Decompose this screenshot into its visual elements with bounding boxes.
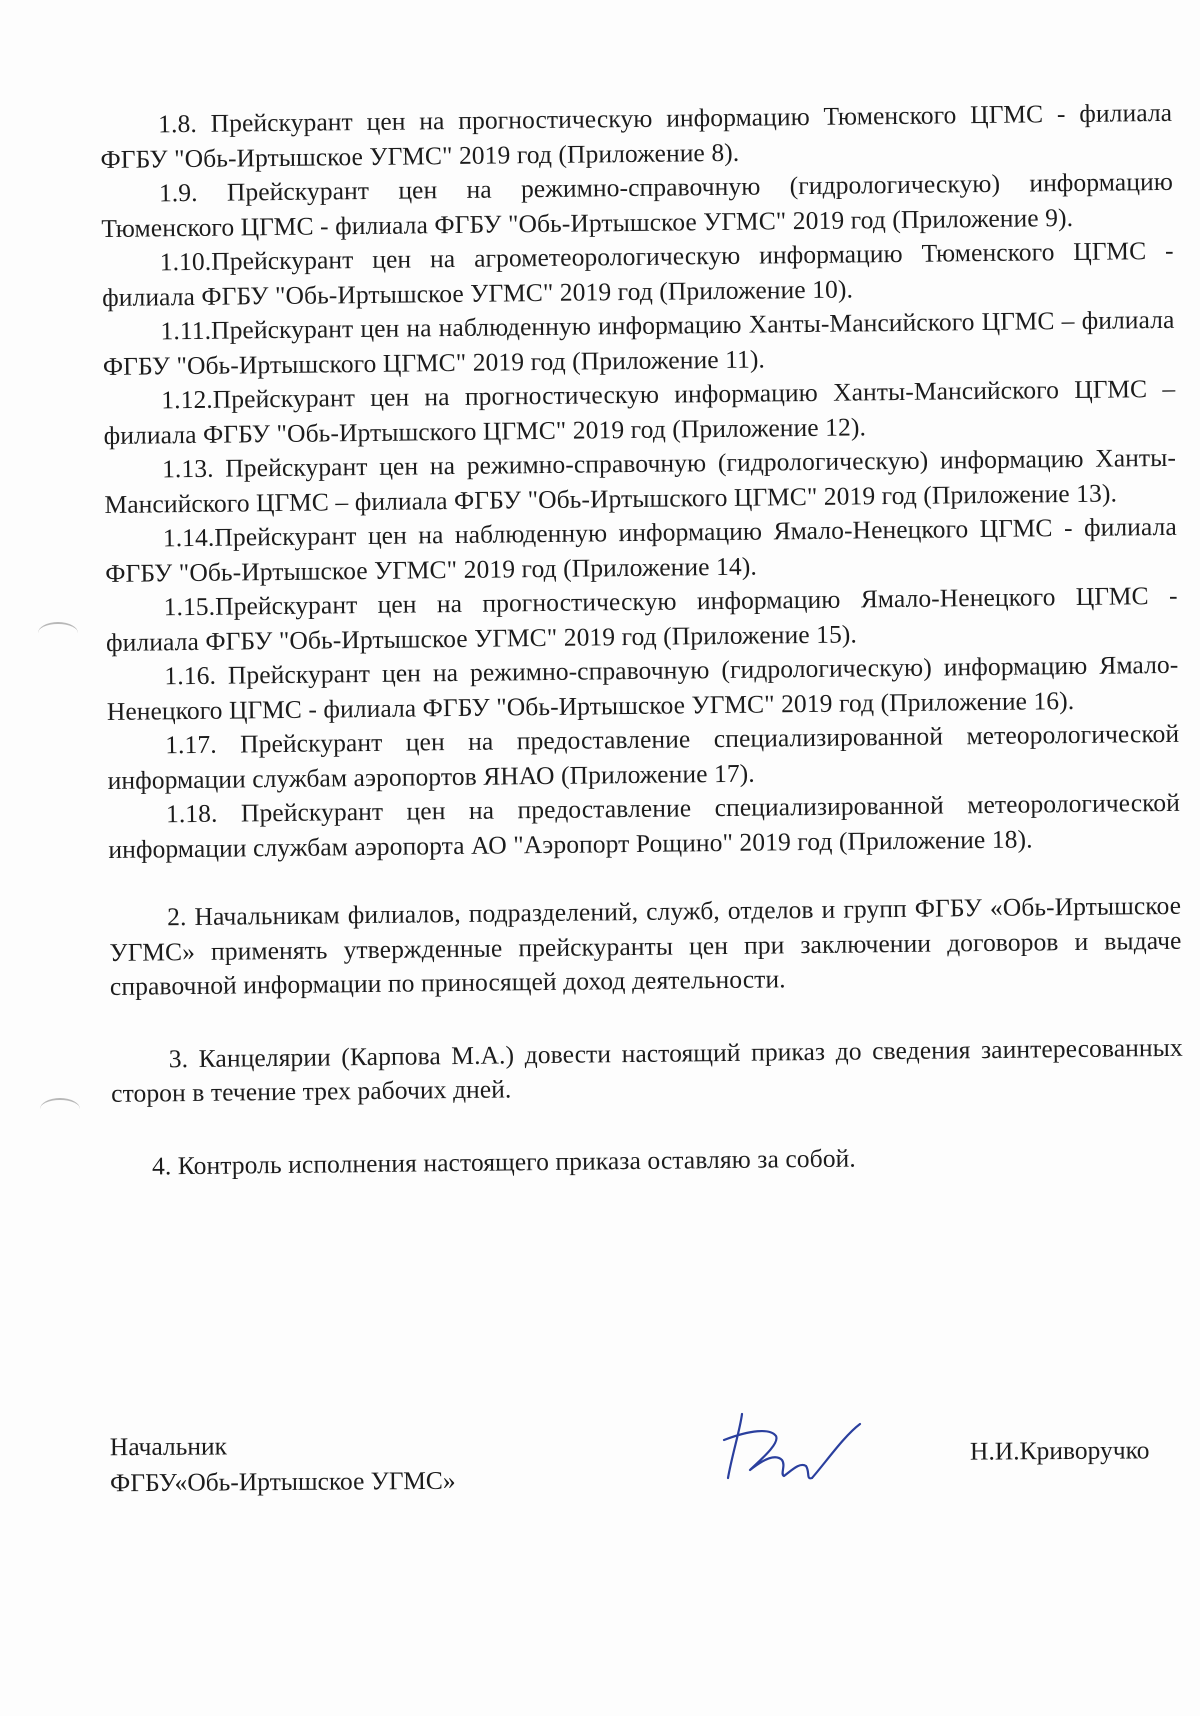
position-line-1: Начальник	[109, 1431, 228, 1462]
paragraph-1-13: 1.13. Прейскурант цен на режимно-справочную (гидрологическую) информацию Ханты-Мансийского ЦГМС – филиала ФГБУ "Обь-Иртышского ЦГМС" 2019 год (Приложение 13).	[104, 442, 1177, 519]
paragraph-1-17: 1.17. Прейскурант цен на предоставление специализированной метеорологической информации службам аэропортов ЯНАО (Приложение 17).	[107, 718, 1180, 795]
paragraph-1-15: 1.15.Прейскурант цен на прогностическую информацию Ямало-Ненецкого ЦГМС - филиала ФГБУ "Обь-Иртышское УГМС" 2019 год (Приложение 15).	[105, 580, 1178, 657]
signatory-name: Н.И.Криворучко	[969, 1435, 1150, 1466]
position-line-2: ФГБУ«Обь-Иртышское УГМС»	[110, 1465, 456, 1498]
paragraph-1-12: 1.12.Прейскурант цен на прогностическую информацию Ханты-Мансийского ЦГМС – филиала ФГБУ "Обь-Иртышского ЦГМС" 2019 год (Приложение 12).	[103, 373, 1176, 450]
paragraph-1-8: 1.8. Прейскурант цен на прогностическую информацию Тюменского ЦГМС - филиала ФГБУ "Обь-Иртышское УГМС" 2019 год (Приложение 8).	[100, 97, 1173, 174]
order-body	[100, 96, 1184, 1184]
signatory-position	[110, 1427, 456, 1501]
scan-artifact	[40, 1098, 80, 1120]
paragraph-2: 2. Начальникам филиалов, подразделений, служб, отделов и групп ФГБУ «Обь-Иртышское УГМС» применять утвержденные прейскуранты цен при заключении договоров и выдаче справочной информации по приносящей доход деятельности.	[109, 890, 1182, 1001]
paragraph-1-9: 1.9. Прейскурант цен на режимно-справочную (гидрологическую) информацию Тюменского ЦГМС - филиала ФГБУ "Обь-Иртышское УГМС" 2019 год (Приложение 9).	[101, 166, 1174, 243]
paragraph-1-10: 1.10.Прейскурант цен на агрометеорологическую информацию Тюменского ЦГМС - филиала ФГБУ "Обь-Иртышское УГМС" 2019 год (Приложение 10).	[101, 235, 1174, 312]
paragraph-4: 4. Контроль исполнения настоящего приказа оставляю за собой.	[151, 1142, 856, 1180]
paragraph-1-16: 1.16. Прейскурант цен на режимно-справочную (гидрологическую) информацию Ямало-Ненецкого ЦГМС - филиала ФГБУ "Обь-Иртышское УГМС" 2019 год (Приложение 16).	[106, 649, 1179, 726]
handwritten-signature	[710, 1400, 870, 1490]
paragraph-1-11: 1.11.Прейскурант цен на наблюденную информацию Ханты-Мансийского ЦГМС – филиала ФГБУ "Обь-Иртышского ЦГМС" 2019 год (Приложение 11).	[102, 304, 1175, 381]
paragraph-1-18: 1.18. Прейскурант цен на предоставление специализированной метеорологической информации службам аэропорта АО "Аэропорт Рощино" 2019 год (Приложение 18).	[108, 787, 1181, 864]
scan-artifact	[38, 622, 78, 644]
paragraph-1-14: 1.14.Прейскурант цен на наблюденную информацию Ямало-Ненецкого ЦГМС - филиала ФГБУ "Обь-Иртышское УГМС" 2019 год (Приложение 14).	[105, 511, 1177, 588]
signature-stroke	[724, 1414, 860, 1478]
paragraph-3: 3. Канцелярии (Карпова М.А.) довести настоящий приказ до сведения заинтересованных сторон в течение трех рабочих дней.	[111, 1032, 1183, 1108]
